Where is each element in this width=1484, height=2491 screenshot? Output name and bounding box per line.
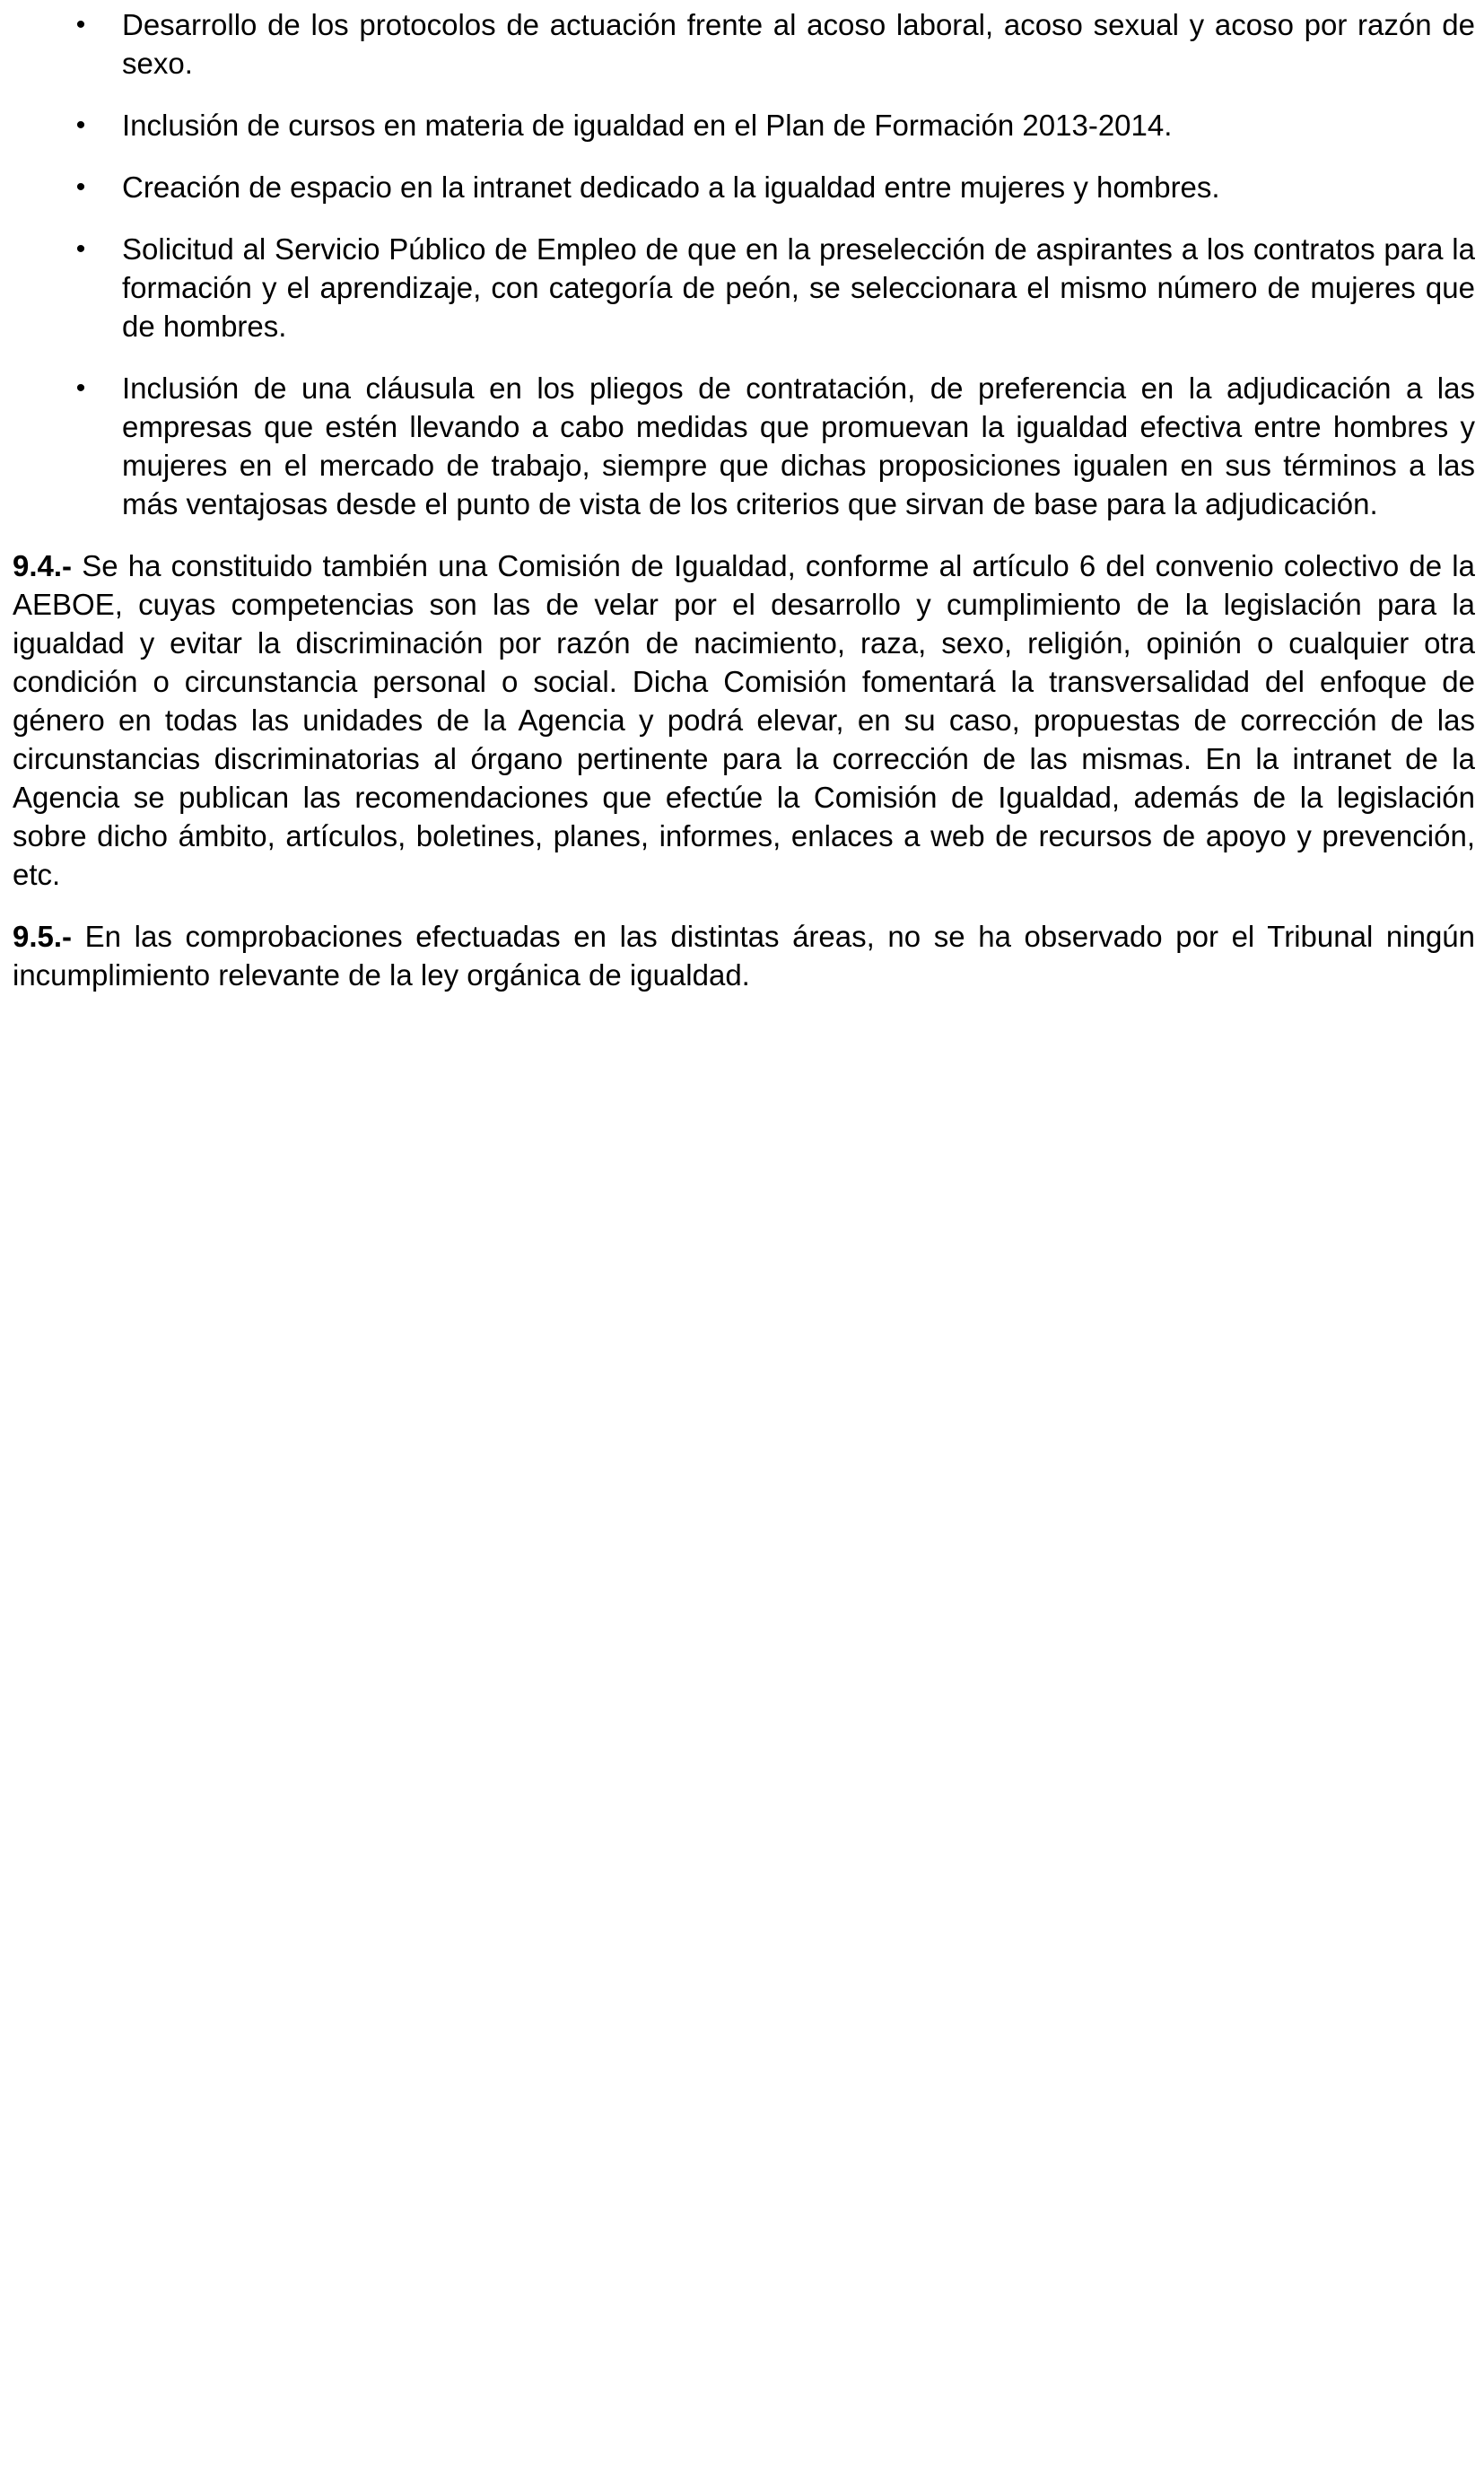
list-item — [13, 5, 1475, 83]
list-item — [13, 106, 1475, 144]
bullet-icon: • — [75, 110, 86, 140]
paragraph-9-4 — [13, 546, 1475, 894]
paragraph-text: En las comprobaciones efectuadas en las distintas áreas, no se ha observado por el Tribunal ningún incumplimiento relevante de la ley orgánica de igualdad. — [13, 920, 1475, 992]
paragraph-number: 9.5.- — [13, 920, 73, 953]
list-item-text: Desarrollo de los protocolos de actuación frente al acoso laboral, acoso sexual y acoso por razón de sexo. — [122, 8, 1475, 80]
list-item-text: Inclusión de una cláusula en los pliegos de contratación, de preferencia en la adjudicación a las empresas que estén llevando a cabo medidas que promuevan la igualdad efectiva entre hombres y mujeres en el mercado de trabajo, siempre que dichas proposiciones igualen en sus términos a las más ventajosas desde el punto de vista de los criterios que sirvan de base para la adjudicación. — [122, 371, 1475, 520]
paragraph-text: Se ha constituido también una Comisión de Igualdad, conforme al artículo 6 del convenio colectivo de la AEBOE, cuyas competencias son las de velar por el desarrollo y cumplimiento de la legislación para la igualdad y evitar la discriminación por razón de nacimiento, raza, sexo, religión, opinión o cualquier otra condición o circunstancia personal o social. Dicha Comisión fomentará la transversalidad del enfoque de género en todas las unidades de la Agencia y podrá elevar, en su caso, propuestas de corrección de las circunstancias discriminatorias al órgano pertinente para la corrección de las mismas. En la intranet de la Agencia se publican las recomendaciones que efectúe la Comisión de Igualdad, además de la legislación sobre dicho ámbito, artículos, boletines, planes, informes, enlaces a web de recursos de apoyo y prevención, etc. — [13, 549, 1475, 891]
bullet-icon: • — [75, 234, 86, 264]
list-item — [13, 369, 1475, 523]
measures-list — [13, 5, 1475, 523]
paragraph-9-5 — [13, 917, 1475, 994]
list-item-text: Solicitud al Servicio Público de Empleo de que en la preselección de aspirantes a los contratos para la formación y el aprendizaje, con categoría de peón, se seleccionara el mismo número de mujeres que de hombres. — [122, 232, 1475, 343]
list-item-text: Creación de espacio en la intranet dedicado a la igualdad entre mujeres y hombres. — [122, 170, 1220, 204]
list-item-text: Inclusión de cursos en materia de igualdad en el Plan de Formación 2013-2014. — [122, 109, 1173, 142]
list-item — [13, 230, 1475, 345]
paragraph-number: 9.4.- — [13, 549, 73, 582]
list-item — [13, 168, 1475, 206]
bullet-icon: • — [75, 10, 86, 39]
bullet-icon: • — [75, 373, 86, 403]
bullet-icon: • — [75, 172, 86, 202]
